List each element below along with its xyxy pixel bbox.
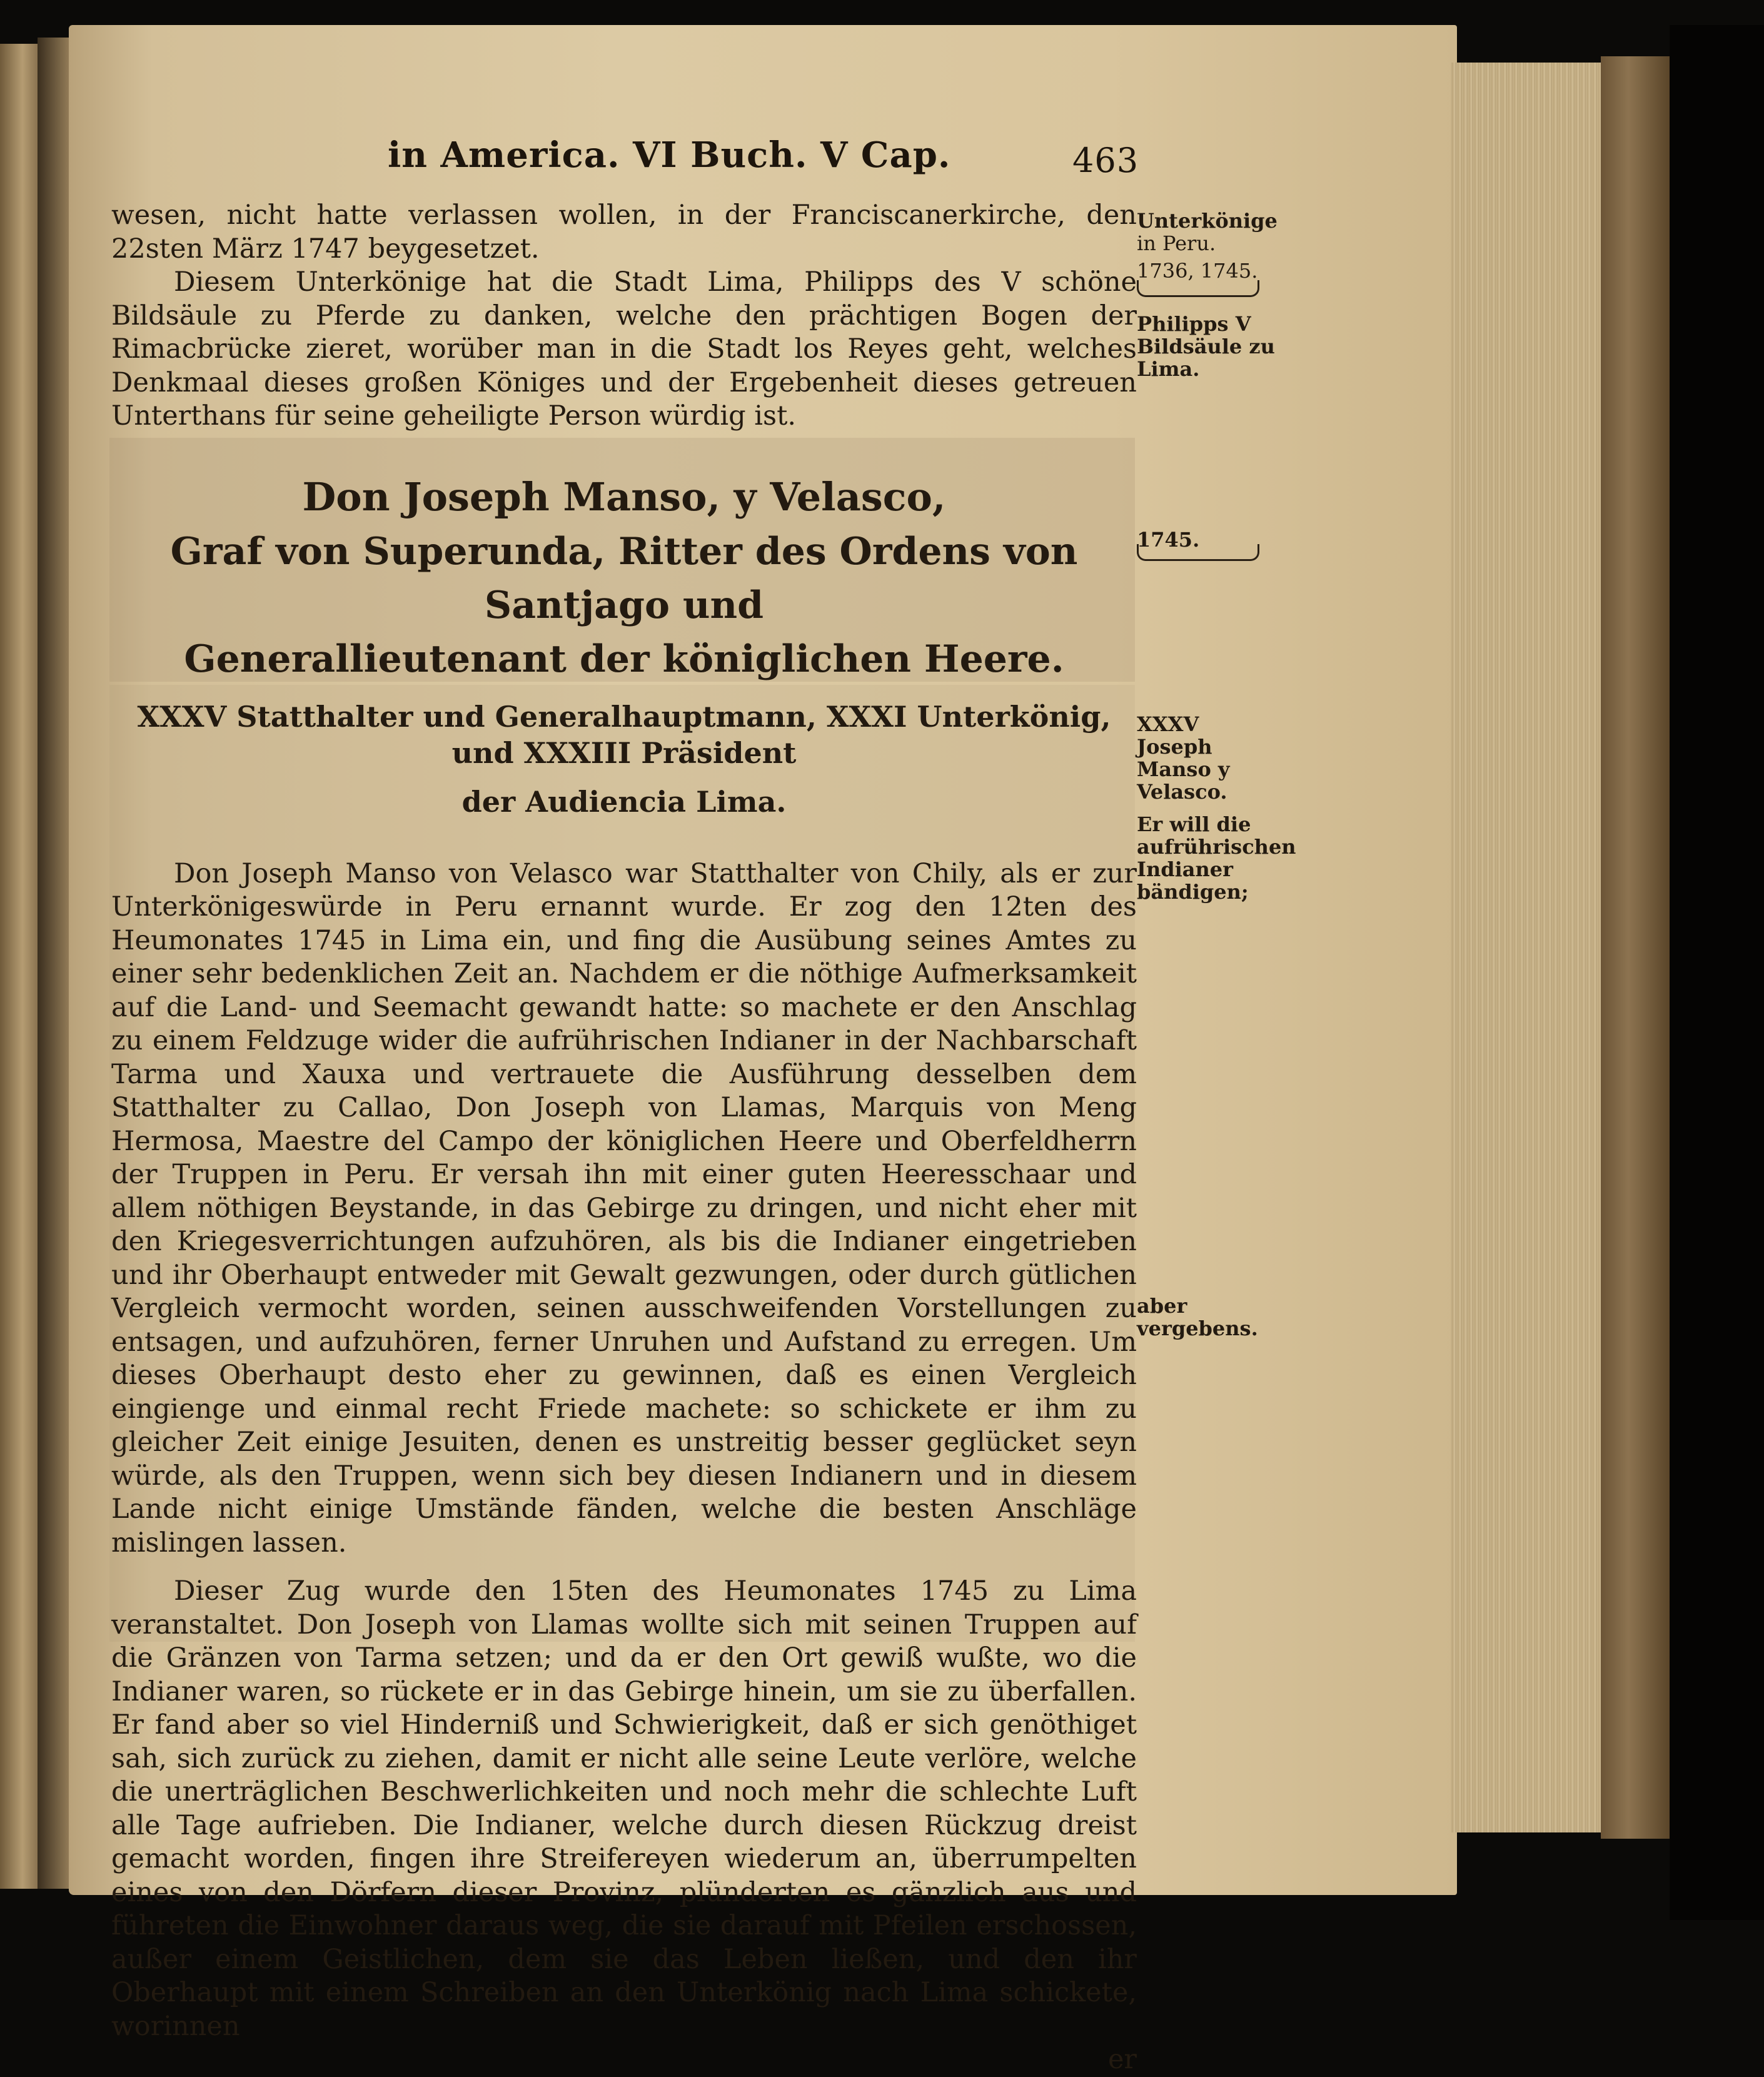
margin-note: Er will die aufrührischen Indianer bändigen; (1137, 812, 1296, 904)
background-shadow (1670, 25, 1764, 1920)
title-line: Graf von Superunda, Ritter des Ordens von Santjago und (170, 529, 1078, 627)
page-number: 463 (1072, 141, 1139, 180)
left-page-edge (0, 44, 38, 1889)
margin-note-line: Unterkönige (1137, 209, 1278, 233)
brace-mark (1137, 544, 1259, 561)
running-header (388, 134, 1151, 180)
margin-note: 1745. (1137, 528, 1200, 552)
paragraph: Dieser Zug wurde den 15ten des Heumonates 1745 zu Lima veranstaltet. Don Joseph von Llamas wollte sich mit seinen Truppen auf die Gränzen von Tarma setzen; und da er den Ort gewiß wußte, wo die Indianer waren, so rückete er in das Gebirge hinein, um sie zu überfallen. Er fand aber so viel Hinderniß und Schwierigkeit, daß er sich genöthiget sah, sich zurück zu ziehen, damit er nicht alle seine Leute verlöre, welche die unerträglichen Beschwerlichkeiten und noch mehr die schlechte Luft alle Tage aufrieben. Die Indianer, welche durch diesen Rückzug dreist gemacht worden, fingen ihre Streifereyen wiederum an, überrumpelten eines von den Dörfern dieser Provinz, plünderten es gänzlich aus und führeten die Einwohner daraus weg, die sie darauf mit Pfeilen erschossen, außer einem Geistlichen, dem sie das Leben ließen, und den ihr Oberhaupt mit einem Schreiben an den Unterkönig nach Lima schickete, worinnen (111, 1575, 1137, 2042)
page-body (111, 199, 1137, 2077)
margin-note-line: in Peru. (1137, 231, 1216, 255)
page-edges (1451, 63, 1607, 1832)
catchword: er (1107, 2044, 1137, 2075)
title-line: Don Joseph Manso, y Velasco, (302, 473, 946, 520)
margin-note (1137, 210, 1281, 282)
section-title (111, 470, 1137, 820)
brace-mark (1137, 280, 1259, 297)
book-cover-edge (1601, 56, 1670, 1839)
paragraph: wesen, nicht hatte verlassen wollen, in der Franciscanerkirche, den 22sten März 1747 beygesetzet. (111, 200, 1137, 265)
subtitle-line: XXXV Statthalter und Generalhauptmann, XXXI Unterkönig, und XXXIII Präsident (137, 699, 1111, 770)
paragraph: Don Joseph Manso von Velasco war Statthalter von Chily, als er zur Unterkönigeswürde in Peru ernannt wurde. Er zog den 12ten des Heumonates 1745 in Lima ein, und fing die Ausübung seines Amtes zu einer sehr bedenklichen Zeit an. Nachdem er die nöthige Aufmerksamkeit auf die Land- und Seemacht gewandt hatte: so machete er den Anschlag zu einem Feldzuge wider die aufrührischen Indianer in der Nachbarschaft Tarma und Xauxa und vertrauete die Ausführung desselben dem Statthalter zu Callao, Don Joseph von Llamas, Marquis von Meng Hermosa, Maestre del Campo der königlichen Heere und Oberfeldherrn der Truppen in Peru. Er versah ihn mit einer guten Heeresschaar und allem nöthigen Beystande, in das Gebirge zu dringen, und nicht eher mit den Kriegesverrichtungen aufzuhören, als bis die Indianer eingetrieben und ihr Oberhaupt entweder mit Gewalt gezwungen, oder durch gütlichen Vergleich vermocht worden, seinen ausschweifenden Vorstellungen zu entsagen, und aufzuhören, ferner Unruhen und Aufstand zu erregen. Um dieses Oberhaupt desto eher zu gewinnen, daß es einen Vergleich eingienge und einmal recht Friede machete: so schickete er ihm zu gleicher Zeit einige Jesuiten, denen es unstreitig besser geglücket seyn würde, als den Truppen, wenn sich bey diesen Indianern und in diesem Lande nicht einige Umstände fänden, welche die besten Anschläge mislingen lassen. (111, 857, 1137, 1559)
margin-note: XXXV Joseph Manso y Velasco. (1137, 712, 1230, 804)
margin-note-line: 1736, 1745. (1137, 259, 1258, 283)
running-title: in America. VI Buch. V Cap. (388, 134, 951, 176)
subtitle-line: der Audiencia Lima. (461, 784, 787, 819)
margin-note: aber vergebens. (1137, 1294, 1258, 1340)
margin-note: Philipps V Bildsäule zu Lima. (1137, 312, 1275, 381)
title-line: Generallieutenant der königlichen Heere. (184, 637, 1064, 681)
paragraph: Diesem Unterkönige hat die Stadt Lima, Philipps des V schöne Bildsäule zu Pferde zu danken, welche den prächtigen Bogen der Rimacbrücke zieret, worüber man in die Stadt los Reyes geht, welches Denkmaal dieses großen Königes und der Ergebenheit dieses getreuen Unterthans für seine geheiligte Person würdig ist. (111, 266, 1137, 432)
